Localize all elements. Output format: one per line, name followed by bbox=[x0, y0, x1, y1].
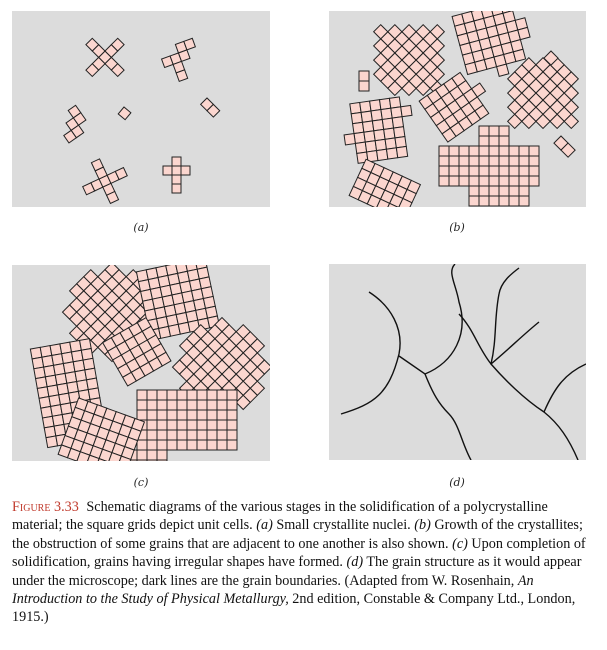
panel-a-label: (a) bbox=[133, 221, 149, 234]
panel-d-label: (d) bbox=[449, 476, 465, 489]
nucleus bbox=[75, 151, 135, 207]
nucleus bbox=[118, 107, 131, 120]
panel-b-label: (b) bbox=[449, 221, 465, 234]
grain-boundary-line bbox=[399, 264, 462, 374]
caption-ref-c: (c) bbox=[452, 535, 468, 552]
crystallite bbox=[554, 136, 575, 157]
nucleus bbox=[163, 157, 190, 193]
panel-d-graphic bbox=[329, 264, 586, 460]
caption-text-3: Growth of the crystallites; the obstruction of some grains that are adjacent to one another is also shown. bbox=[12, 517, 583, 552]
caption-text-4: Upon completion of solidification, grains having irregular shapes have formed. bbox=[12, 535, 586, 571]
grain-boundary-line bbox=[341, 292, 400, 414]
panel-a-graphic bbox=[12, 11, 270, 207]
caption-text-5: The grain structure as it would appear under the microscope; dark lines are the grain boundaries. (Adapted from W. Rosenhain, bbox=[12, 554, 582, 589]
caption-book-title: An Introduction to the Study of Physical Metallurgy, bbox=[12, 572, 534, 608]
nucleus bbox=[73, 26, 137, 90]
caption-ref-d: (d) bbox=[346, 554, 364, 571]
grain-boundary-line bbox=[544, 364, 586, 412]
panel-c-label: (c) bbox=[133, 476, 149, 489]
panel-c-graphic bbox=[12, 265, 270, 461]
caption-ref-b: (b) bbox=[414, 517, 431, 534]
panel-a bbox=[12, 11, 270, 207]
panel-b bbox=[329, 11, 586, 207]
panel-d bbox=[329, 264, 586, 460]
nucleus bbox=[201, 98, 220, 117]
crystallite bbox=[359, 71, 369, 91]
grain-boundary-line bbox=[491, 268, 519, 364]
crystallite bbox=[340, 96, 418, 165]
nucleus bbox=[53, 105, 91, 143]
grain-boundary-line bbox=[459, 314, 539, 364]
crystallite bbox=[349, 159, 420, 207]
nucleus bbox=[158, 38, 204, 84]
caption-text-1: Schematic diagrams of the various stages in the solidification of a polycrystalline material; the square grids depict unit cells. bbox=[12, 499, 548, 534]
figure-caption bbox=[12, 498, 596, 627]
caption-text-6: 2nd edition, Constable & Company Ltd., London, 1915.) bbox=[12, 591, 576, 626]
panel-b-graphic bbox=[329, 11, 586, 207]
grain-boundary-line bbox=[425, 374, 471, 460]
panel-c bbox=[12, 265, 270, 461]
figure-number: Figure 3.33 bbox=[12, 499, 79, 515]
caption-text-2: Small crystallite nuclei. bbox=[272, 517, 415, 534]
caption-ref-a: (a) bbox=[256, 517, 273, 534]
